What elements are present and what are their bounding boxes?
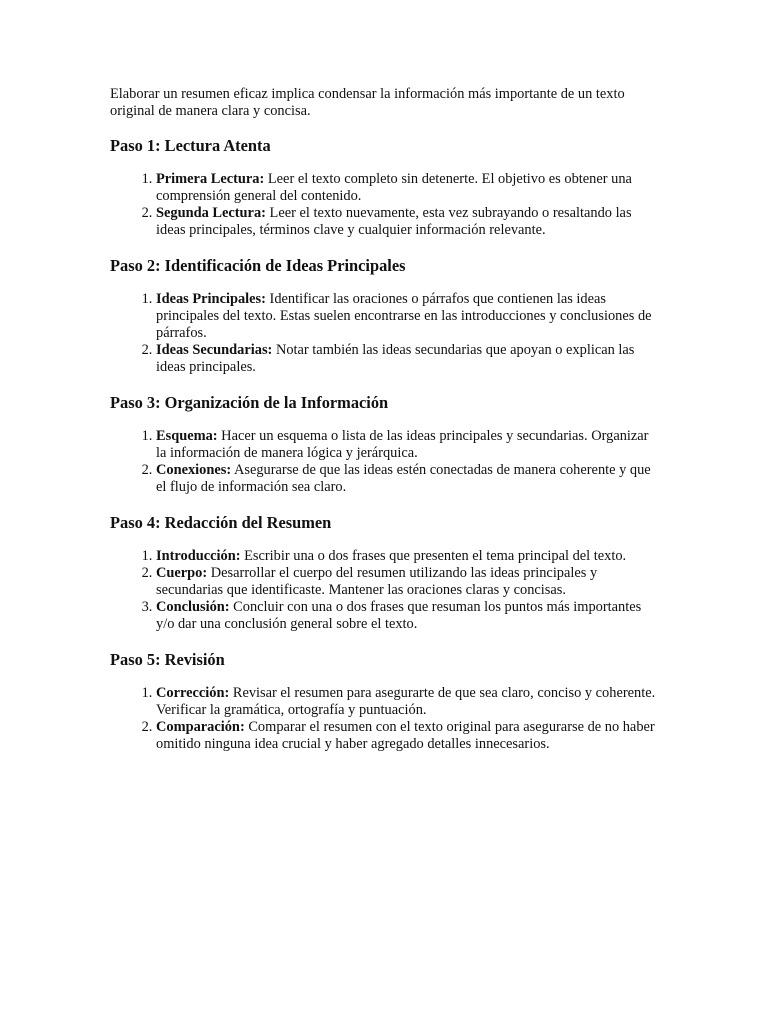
section-title: Paso 4: Redacción del Resumen xyxy=(110,513,332,532)
list-item xyxy=(156,548,662,565)
list-item xyxy=(156,565,662,599)
section-paso-3 xyxy=(110,393,662,496)
item-text: Desarrollar el cuerpo del resumen utilizando las ideas principales y secundarias que identificaste. Mantener las oraciones claras y concisas. xyxy=(156,565,598,598)
item-text: Revisar el resumen para asegurarte de que sea claro, conciso y coherente. Verificar la gramática, ortografía y puntuación. xyxy=(156,685,656,718)
item-text: Notar también las ideas secundarias que apoyan o explican las ideas principales. xyxy=(156,342,635,375)
step-list xyxy=(110,291,662,376)
section-paso-1 xyxy=(110,136,662,239)
section-title: Paso 3: Organización de la Información xyxy=(110,393,389,412)
item-text: Comparar el resumen con el texto original para asegurarse de no haber omitido ninguna idea crucial y haber agregado detalles innecesarios. xyxy=(156,719,655,752)
step-list xyxy=(110,548,662,633)
list-item xyxy=(156,171,662,205)
item-term: Conexiones: xyxy=(156,462,232,478)
list-item xyxy=(156,342,662,376)
section-title: Paso 2: Identificación de Ideas Principales xyxy=(110,256,406,275)
item-term: Ideas Secundarias: xyxy=(156,342,273,358)
item-text: Escribir una o dos frases que presenten el tema principal del texto. xyxy=(240,548,627,564)
step-list xyxy=(110,171,662,239)
item-text: Asegurarse de que las ideas estén conectadas de manera coherente y que el flujo de información sea claro. xyxy=(156,462,651,495)
list-item xyxy=(156,428,662,462)
document-page xyxy=(110,86,662,770)
section-paso-2 xyxy=(110,256,662,376)
step-list xyxy=(110,428,662,496)
list-item xyxy=(156,291,662,342)
step-list xyxy=(110,685,662,753)
list-item xyxy=(156,462,662,496)
list-item xyxy=(156,685,662,719)
item-text: Identificar las oraciones o párrafos que contienen las ideas principales del texto. Estas suelen encontrarse en las introducciones y conclusiones de párrafos. xyxy=(156,291,652,341)
item-term: Comparación: xyxy=(156,719,245,735)
item-term: Esquema: xyxy=(156,428,218,444)
item-term: Introducción: xyxy=(156,548,241,564)
item-term: Conclusión: xyxy=(156,599,230,615)
item-term: Segunda Lectura: xyxy=(156,205,266,221)
list-item xyxy=(156,205,662,239)
item-text: Hacer un esquema o lista de las ideas principales y secundarias. Organizar la información de manera lógica y jerárquica. xyxy=(156,428,649,461)
intro-paragraph: Elaborar un resumen eficaz implica condensar la información más importante de un texto original de manera clara y concisa. xyxy=(110,86,625,119)
item-term: Primera Lectura: xyxy=(156,171,265,187)
list-item xyxy=(156,599,662,633)
section-title: Paso 5: Revisión xyxy=(110,650,225,669)
item-term: Corrección: xyxy=(156,685,230,701)
section-title: Paso 1: Lectura Atenta xyxy=(110,136,271,155)
section-paso-4 xyxy=(110,513,662,633)
item-term: Cuerpo: xyxy=(156,565,208,581)
item-text: Concluir con una o dos frases que resuman los puntos más importantes y/o dar una conclusión general sobre el texto. xyxy=(156,599,642,632)
list-item xyxy=(156,719,662,753)
item-term: Ideas Principales: xyxy=(156,291,266,307)
item-text: Leer el texto nuevamente, esta vez subrayando o resaltando las ideas principales, términos clave y cualquier información relevante. xyxy=(156,205,632,238)
item-text: Leer el texto completo sin detenerte. El objetivo es obtener una comprensión general del contenido. xyxy=(156,171,632,204)
section-paso-5 xyxy=(110,650,662,753)
